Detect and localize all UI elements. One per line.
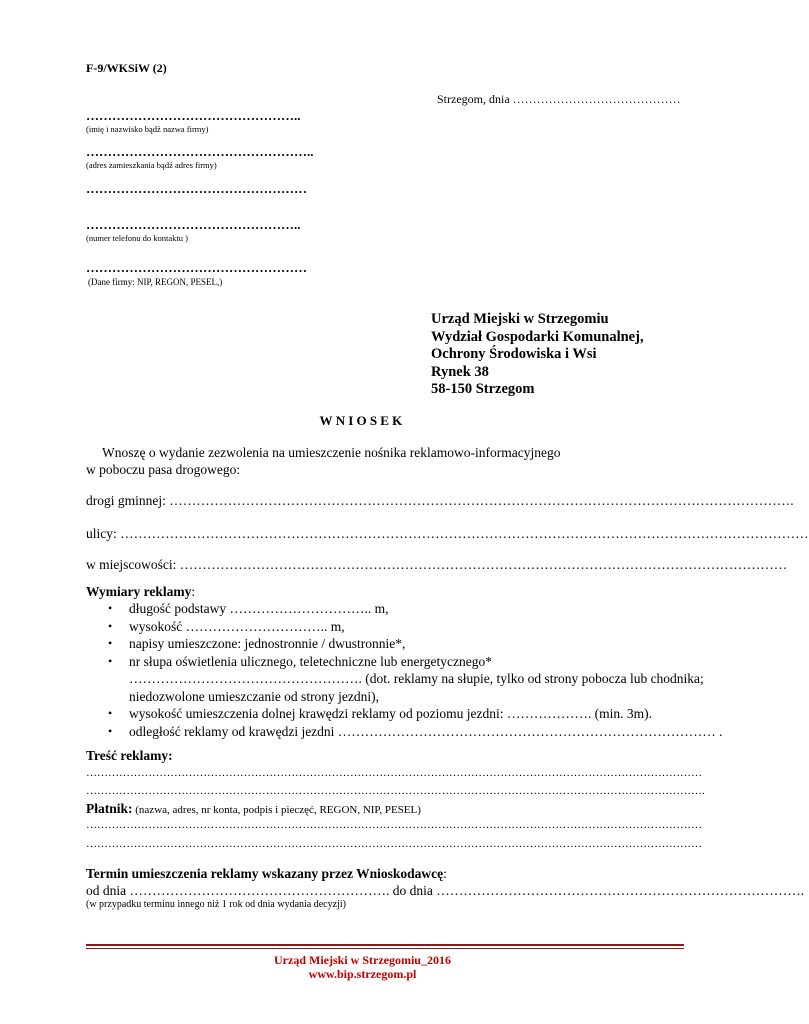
payer-dots: …………………………………………………………………………………………………………………………………………………… [86, 819, 702, 831]
term-colon: : [443, 866, 447, 881]
town-field: w miejscowości: ……………………………………………………………………………………………………………………… [86, 557, 788, 572]
term-note: (w przypadku terminu innego niż 1 rok od dnia wydania decyzji) [86, 899, 346, 910]
bullet-icon: • [108, 601, 113, 615]
footer-office: Urząd Miejski w Strzegomiu_2016 [274, 953, 451, 967]
applicant-phone-dots: ………………………………………….. [86, 217, 301, 232]
bullet-icon: • [108, 706, 113, 720]
content-dots: …………………………………………………………………………………………………………………………………………………… [86, 767, 702, 779]
intro-line: w poboczu pasa drogowego: [86, 462, 241, 477]
addressee-line: Rynek 38 [431, 363, 489, 380]
list-item: • długość podstawy ………………………….. m, [108, 601, 389, 616]
footer-divider [86, 944, 684, 946]
list-item: • nr słupa oświetlenia ulicznego, teletechniczne lub energetycznego* [108, 653, 492, 669]
list-item-continuation: niedozwolone umieszczanie od strony jezdni), [129, 688, 380, 704]
addressee-block [431, 311, 644, 399]
bullet-icon: • [108, 618, 113, 633]
addressee-line: Urząd Miejski w Strzegomiu [431, 311, 609, 327]
payer-dots: …………………………………………………………………………………………………………………………………………………… [86, 838, 702, 850]
applicant-company-hint: (Dane firmy: NIP, REGON, PESEL,) [88, 277, 223, 287]
dimensions-list [86, 600, 723, 740]
road-field: drogi gminnej: …………………………………………………………………………………………………………………………. [86, 493, 794, 508]
bullet-icon: • [108, 723, 113, 738]
date-line: Strzegom, dnia …………………………………… [437, 92, 681, 106]
bullet-icon: • [108, 653, 113, 668]
footer [0, 953, 725, 981]
applicant-name-hint: (imię i nazwisko bądź nazwa firmy) [86, 124, 209, 134]
content-dots: ……………………………………………………………………………………………………………………………………………………. [86, 785, 705, 797]
list-item-continuation: ……………………………………………. (dot. reklamy na słupie, tylko od strony pobocza lub chodnika; [129, 671, 704, 686]
footer-website: www.bip.strzegom.pl [308, 967, 417, 981]
applicant-name-dots: ………………………………………….. [86, 108, 301, 123]
dimensions-colon: : [191, 584, 196, 599]
intro-line: Wnoszę o wydanie zezwolenia na umieszczenie nośnika reklamowo-informacyjnego [102, 445, 561, 460]
term-heading-row [86, 866, 447, 882]
document-title: WNIOSEK [319, 413, 406, 428]
footer-divider [86, 948, 684, 949]
dimensions-heading-row [86, 584, 195, 600]
applicant-phone-hint: (numer telefonu do kontaktu ) [86, 233, 188, 243]
list-item: • wysokość ………………………….. m, [108, 618, 345, 634]
bullet-icon: • [108, 636, 113, 650]
payer-row [86, 800, 421, 818]
addressee-line: Ochrony Środowiska i Wsi [431, 346, 597, 362]
payer-description: (nazwa, adres, nr konta, podpis i pieczęć, REGON, NIP, PESEL) [132, 804, 421, 816]
term-heading: Termin umieszczenia reklamy wskazany przez Wnioskodawcę [86, 866, 444, 881]
applicant-address-dots: …………………………………………….. [86, 144, 314, 159]
street-field: ulicy: ……………………………………………………………………………………………………………………………………… [86, 526, 809, 541]
term-dates: od dnia …………………………………………………. do dnia ………………………………………………………………………. [86, 883, 805, 898]
list-item: • odległość reklamy od krawędzi jezdni ………………………………………………………………………… . [108, 723, 723, 739]
applicant-address2-dots: …………………………………………… [86, 181, 307, 196]
applicant-company-dots: …………………………………………… [86, 260, 307, 275]
payer-label: Płatnik: [86, 801, 133, 816]
list-item: • napisy umieszczone: jednostronnie / dwustronnie*, [108, 636, 406, 651]
content-heading: Treść reklamy: [86, 748, 173, 763]
intro-text [86, 444, 666, 478]
form-code: F-9/WKSiW (2) [86, 61, 167, 75]
applicant-address-hint: (adres zamieszkania bądź adres firmy) [86, 160, 217, 170]
list-item: • wysokość umieszczenia dolnej krawędzi reklamy od poziomu jezdni: ………………. (min. 3m). [108, 706, 652, 721]
dimensions-heading: Wymiary reklamy [86, 584, 192, 599]
addressee-line: Wydział Gospodarki Komunalnej, [431, 328, 644, 345]
addressee-line: 58-150 Strzegom [431, 381, 535, 397]
